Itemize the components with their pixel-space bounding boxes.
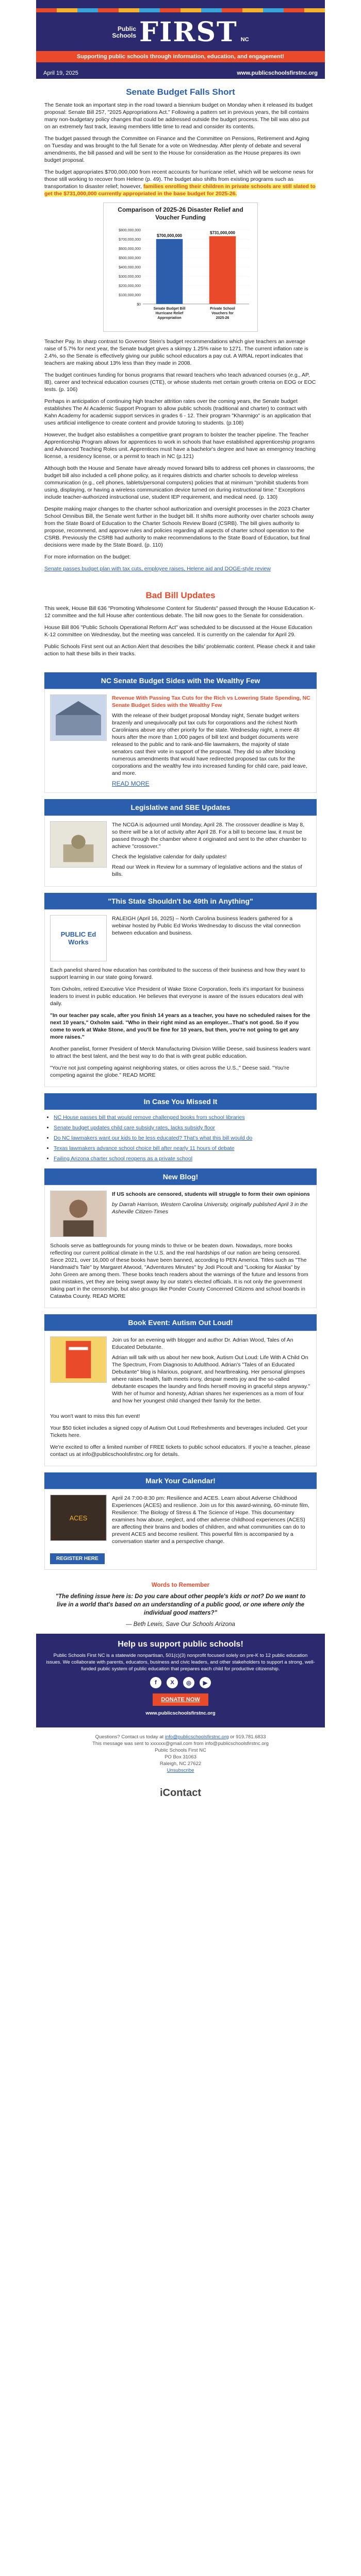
- budget-p7: Despite making major changes to the charter school authorization and oversight processes in the 2023 Charter School Omnibus Bill, the Senate went further in the budget bill. It shifts more authority over charter schools away from the State Board of Education to the Charter Schools Review Board (CSRB). The bill gives authority to propose, recommend, and approve rules and policies regarding all aspects of charter school operation to the CSRB. Previously the CSRB had authority to make recommendations to the State Board of Education, but final decisions were made by the State Board. (p. 110): [44, 506, 314, 548]
- footer-email[interactable]: info@publicschoolsfirstnc.org: [165, 1734, 229, 1740]
- blog-author-photo: [50, 1191, 107, 1237]
- masthead: [36, 0, 325, 67]
- raleigh-p3: Tom Oxholm, retired Executive Vice President of Wake Stone Corporation, feels it's important for business leaders to invest in public education. He believes that everyone is aware of the issues educators deal with daily.: [50, 986, 304, 1007]
- more-info: For more information on the budget:: [44, 554, 131, 560]
- book-band: Book Event: Autism Out Loud!: [44, 1314, 317, 1331]
- budget-link[interactable]: Senate passes budget plan with tax cuts, employee raises, Helene aid and DOGE-style review: [44, 566, 271, 572]
- bill-updates-title: Bad Bill Updates: [145, 590, 216, 600]
- budget-p3: [44, 168, 317, 197]
- bar-1: [209, 236, 236, 304]
- footer-city: Raleigh, NC 27622: [159, 1761, 202, 1767]
- bill-p2: House Bill 806 "Public Schools Operational Reform Act" was scheduled to be discussed at the House Education K-12 committee on Wednesday, but the meeting was canceled. It is currently on the calendar for April 29.: [44, 624, 313, 638]
- date-row: [36, 67, 325, 79]
- wealthy-card: [44, 689, 317, 793]
- book-p2: Adrian will talk with us about her new book, Autism Out Loud: Life With A Child On The Spectrum, From Diagnosis to Adulthood. Adrian's "Tales of an Educated Debutante" blog is hilarious, poignant, and heartbreaking. Her personal glimpses where raises health, faith meets irony, despair meets joy and the so-called debutante escapes the laundry and finds herself moving in graceful steps anyway." With her of humor and honesty, Adrian shares her experiences as a mom of four and how her youngest child changed their family for the better.: [112, 1354, 310, 1404]
- unsubscribe-link[interactable]: Unsubscribe: [167, 1768, 194, 1773]
- register-button[interactable]: REGISTER HERE: [50, 1553, 105, 1564]
- raleigh-p5: Another panelist, former President of Merck Manufacturing Division Willie Deese, said business leaders want to attract the best talent, and the best way to do that is with great public education.: [50, 1046, 310, 1059]
- youtube-icon[interactable]: ▶: [200, 1677, 211, 1688]
- raleigh-p4: "In our teacher pay scale, after you finish 14 years as a teacher, you have no scheduled raises for the next 10 years," Oxholm said. "Who in their right mind as an employer...That's not good. So if you come to work at Wake Stone, and you'll be fine for 10 years, but then, you're not going to get any more raises.": [50, 1012, 310, 1040]
- blog-headline: If US schools are censored, students will struggle to form their own opinions: [112, 1191, 310, 1197]
- footer-org: Public Schools First NC: [155, 1748, 206, 1753]
- words-author: — Beth Lewis, Save Our Schools Arizona: [126, 1621, 235, 1628]
- y-tick-label: $0: [137, 303, 141, 307]
- missed-link-3[interactable]: Texas lawmakers advance school choice bill after nearly 11 hours of debate: [54, 1145, 235, 1151]
- raleigh-card: [44, 909, 317, 1087]
- bonus-programs: The budget continues funding for bonus programs that reward teachers who teach advanced courses (e.g., AP, IB), career and technical education courses (CTE), or whose students met certain growth criteria on EOG or EOC tests. (p. 106): [44, 372, 316, 393]
- nc-budget-image: [50, 694, 107, 741]
- words-head: Words to Remember: [151, 1582, 210, 1588]
- facebook-icon[interactable]: f: [150, 1677, 161, 1688]
- blog-band: New Blog!: [44, 1168, 317, 1185]
- book-p5: We're excited to offer a limited number of FREE tickets to public school educators. If you're a teacher, please contact us at info@publicschoolsfirstnc.org for details.: [50, 1444, 310, 1458]
- words-quote: "The defining issue here is: Do you care about other people's kids or not? Do we want to live in a world that's based on an understanding of a public good, or one where only the individual good matters?": [55, 1594, 306, 1616]
- budget-p3a: The budget appropriates $700,000,000 from recent accounts for hurricane relief, which will be welcome news for those still working to recover from Helene (p. 49). The budget also shifts from existing programs such as transportation to disaster relief; however,: [44, 169, 314, 190]
- resilience-film-image: [50, 1495, 107, 1541]
- budget-p4: Perhaps in anticipation of continuing high teacher attrition rates over the coming years, the Senate budget establishes The AI Academic Support Program to allow public schools (traditional and charter) to contract with Kahn Academy for academic support services in grades 6 - 12. Their program "Khanmigo" is an application that uses artificial intelligence to create content and provide tutoring to students. (p.108): [44, 398, 311, 426]
- missed-link-0[interactable]: NC House passes bill that would remove challenged books from school libraries: [54, 1114, 245, 1121]
- brand-logo[interactable]: [36, 16, 325, 48]
- footer-box: PO Box 31063: [165, 1754, 196, 1760]
- list-item: [54, 1155, 317, 1162]
- blog-byline: by Darrah Harrison, Western Carolina University, originally published April 3 in the Asheville Citizen-Times: [112, 1201, 308, 1215]
- missed-list: [44, 1114, 317, 1162]
- help-website[interactable]: www.publicschoolsfirstnc.org: [145, 1710, 216, 1716]
- data-label-0: $700,000,000: [157, 233, 182, 238]
- raleigh-p6: "You're not just competing against neighboring states, or cities across the U.S.," Deese said. "You're competing against the globe." READ MORE: [50, 1065, 289, 1078]
- wealthy-body: With the release of their budget proposal Monday night, Senate budget writers brazenly and unequivocally put tax cuts for corporations and the richest North Carolinians above any other priority for the state. Wednesday night, a mere 48 hours after the more than 1,000 pages of bill text and budget documents were released to the public and to rank-and-file lawmakers, the majority of state senators cast their vote in support of the proposal. They did so after blocking numerous amendments that would have redirected proposed tax cuts for the corporations and the wealthy few into increased funding for child care, paid leave, and more.: [112, 713, 307, 776]
- calendar-card: [44, 1489, 317, 1570]
- budget-p1: The Senate took an important step in the road toward a biennium budget on Monday when it released its budget proposal: Senate Bill 257, "2025 Appropriations Act." Following a pattern set in previous years, the bill contains many non-budgetary policy changes that could be addressed outside the budget process. The bill was also put on an extremely fast track, leaving members little time to read and consider its contents.: [44, 102, 313, 130]
- list-item: [54, 1114, 317, 1121]
- book-card: [44, 1331, 317, 1466]
- y-tick-label: $700,000,000: [119, 238, 141, 242]
- budget-section: [36, 79, 325, 582]
- footer-or: or: [228, 1734, 236, 1740]
- public-ed-works-logo: PUBLIC Ed Works: [50, 915, 107, 961]
- book-p1: Join us for an evening with blogger and author Dr. Adrian Wood, Tales of An Educated Debutante.: [112, 1337, 293, 1350]
- book-cover: [50, 1336, 107, 1383]
- words-to-remember: [36, 1576, 325, 1634]
- footer-sent: This message was sent to xxxxxx@gmail.com from info@publicschoolsfirstnc.org: [92, 1741, 269, 1747]
- capitol-image: [50, 821, 107, 868]
- y-tick-label: $200,000,000: [119, 284, 141, 288]
- chart-svg: [107, 224, 254, 327]
- calendar-p1: April 24 7:00-8:30 pm: Resilience and ACES. Learn about Adverse Childhood Experiences (ACES) and resilience. Join us for this award-winning, 60-minute film, Resilience: The Biology of Stress & The Science of Hope. This documentary examines how abuse, neglect, and other adverse childhood experiences (ACES) are affecting their brains and bodies of children, and what communities can do to prevent ACES and become resilient. This powerful film is accompanied by a conversation starter and a perspective change.: [112, 1495, 309, 1545]
- instagram-icon[interactable]: ◎: [183, 1677, 194, 1688]
- budget-p5: However, the budget also establishes a competitive grant program to bolster the teacher pipeline. The Teacher Apprenticeship Program allows for apprentices to work in schools that have established apprenticeship programs and Advanced Teaching Roles unit. Apprentices must have a bachelor's degree and have an emergency teaching license, a residency license, or a permit to teach in NC (p.121): [44, 432, 316, 460]
- category-label-0: Hurricane Relief: [155, 312, 184, 315]
- y-tick-label: $100,000,000: [119, 294, 141, 297]
- email-content: [36, 0, 325, 1809]
- missed-link-2[interactable]: Do NC lawmakers want our kids to be less educated? That's what this bill would do: [54, 1135, 253, 1141]
- list-item: [54, 1124, 317, 1131]
- legislative-card: [44, 816, 317, 887]
- x-twitter-icon[interactable]: X: [167, 1677, 178, 1688]
- help-body: Public Schools First NC is a statewide nonpartisan, 501(c)(3) nonprofit focused solely on pre-K to 12 public education issues. We collaborate with parents, educators, business and civic leaders, and other stakeholders to support a strong, well-funded public system of public education that prepares each child for productive citizenship.: [46, 1653, 315, 1672]
- donate-button[interactable]: DONATE NOW: [153, 1693, 208, 1706]
- missed-band: In Case You Missed It: [44, 1093, 317, 1110]
- y-tick-label: $300,000,000: [119, 275, 141, 279]
- raleigh-p1: RALEIGH (April 16, 2025) – North Carolina business leaders gathered for a webinar hosted by Public Ed Works Wednesday to discuss the vital connection between education and business.: [112, 916, 301, 936]
- footer-questions: Questions? Contact us today at: [95, 1734, 165, 1740]
- wealthy-band: NC Senate Budget Sides with the Wealthy Few: [44, 672, 317, 689]
- bill-p3: Public Schools First sent out an Action Alert that describes the bills' problematic content. Please check it and take action to halt these bills in their tracks.: [44, 643, 316, 657]
- legislative-p3: Read our Week in Review for a summary of legislative actions and the status of bills.: [112, 864, 302, 877]
- brand-top: Public: [118, 25, 137, 32]
- svg-text:ACES: ACES: [69, 1514, 88, 1522]
- category-label-0: Appropriation: [157, 316, 182, 320]
- brand-small: [112, 26, 136, 39]
- funding-chart: [103, 202, 258, 332]
- website-link[interactable]: www.publicschoolsfirstnc.org: [237, 70, 318, 76]
- bar-0: [156, 239, 183, 304]
- budget-title: Senate Budget Falls Short: [126, 87, 235, 97]
- budget-p2: The budget passed through the Committee on Finance and the Committee on Pensions, Retirement and Aging on Tuesday and was brought to the full Senate for a vote on Wednesday. After plenty of debate and several amendments, the bill passed and will be sent to the House for consideration as the House prepares its own budget proposal.: [44, 135, 309, 163]
- y-tick-label: $400,000,000: [119, 266, 141, 269]
- decorative-ribbon: [36, 8, 325, 12]
- icontact-logo[interactable]: iContact: [160, 1787, 201, 1799]
- brand-big: FIRST: [139, 16, 238, 48]
- help-section: [36, 1634, 325, 1727]
- list-item: [54, 1134, 317, 1142]
- budget-p6: Although both the House and Senate have already moved forward bills to address cell phones in classrooms, the budget bill also included a cell phone policy, as it requires districts and charter schools to develop wireless communication (e.g., cell phones, tablets/personal computers) policies that at minimum "prohibit students from using, displaying, or having a wireless communication device turned on during instructional time." Exceptions include teacher-authorized instructional use, student IEP requirement, and medical need. (p. 130): [44, 465, 315, 500]
- legislative-p2: Check the legislative calendar for daily updates!: [112, 854, 227, 860]
- category-label-1: 2025-26: [216, 316, 229, 320]
- social-icons: [45, 1677, 316, 1688]
- tagline: Supporting public schools through information, education, and engagement!: [36, 51, 325, 62]
- blog-body: Schools serve as battlegrounds for young minds to thrive or be beaten down. Nowadays, more books reflecting our current political climate in the U.S. and the real hardships of our nation are being censored. Since 2021, over 16,000 of these books have been banned, according to PEN America. Titles such as "The Handmaid's Tale" by Margaret Atwood, "Adventures Minutes" by Jodi Picoult and "Looking for Alaska" by John Green are among them. These books teach readers about the warnings of the future and lessons from past mistakes, yet they are being swept away by our state's elected officials. It is not only the government taking part in the censorship, but also groups like Ponder County Concerned Citizens and school boards in Catawba County. READ MORE: [50, 1243, 308, 1299]
- category-label-1: Vouchers for: [211, 312, 234, 315]
- chart-title: Comparison of 2025-26 Disaster Relief and Voucher Funding: [118, 206, 243, 221]
- wealthy-headline: Revenue With Passing Tax Cuts for the Rich vs Lowering State Spending, NC Senate Budget Sides with the Wealthy Few: [112, 695, 310, 708]
- budget-p3b: families enrolling their children in private schools are still slated to get the $731,000,000 currently appropriated in the base budget for 2025-26.: [44, 183, 316, 197]
- blog-card: [44, 1185, 317, 1308]
- raleigh-band: "This State Shouldn't be 49th in Anything": [44, 893, 317, 909]
- brand-bottom: Schools: [112, 31, 137, 39]
- footer-phone: 919.781.6833: [236, 1734, 266, 1740]
- issue-date: April 19, 2025: [43, 70, 78, 76]
- footer: [36, 1727, 325, 1780]
- missed-link-4[interactable]: Failing Arizona charter school reopens as a private school: [54, 1156, 193, 1162]
- teacher-pay: Teacher Pay. In sharp contrast to Governor Stein's budget recommendations which give teachers an average raise of 5.7% for next year, the Senate budget gives a skimpy 1.25% raise to 1271. The current inflation rate is 2.4%, so the Senate is effectively giving our public school educators a pay cut. A WRAL report indicates that teachers are making about 13% less than they made in 2008.: [44, 338, 308, 366]
- legislative-p1: The NCGA is adjourned until Monday, April 28. The crossover deadline is May 8, so there will be a lot of activity after April 28. For a bill to become law, it must be passed through the chamber where it originated and sent to the other chamber to achieve "crossover.": [112, 822, 307, 850]
- category-label-1: Private School: [210, 307, 235, 311]
- missed-link-1[interactable]: Senate budget updates child care subsidy rates, lacks subsidy floor: [54, 1125, 215, 1131]
- calendar-band: Mark Your Calendar!: [44, 1472, 317, 1489]
- list-item: [54, 1145, 317, 1152]
- book-p4: Your $50 ticket includes a signed copy of Autism Out Loud Refreshments and beverages included. Get your Tickets here.: [50, 1425, 308, 1438]
- category-label-0: Senate Budget Bill: [153, 307, 186, 311]
- wealthy-read-more[interactable]: READ MORE: [112, 780, 150, 787]
- brand-state: NC: [240, 37, 249, 43]
- y-tick-label: $500,000,000: [119, 257, 141, 260]
- y-tick-label: $600,000,000: [119, 247, 141, 251]
- legislative-band: Legislative and SBE Updates: [44, 799, 317, 816]
- y-tick-label: $800,000,000: [119, 229, 141, 232]
- data-label-1: $731,000,000: [210, 230, 235, 235]
- bill-updates-section: [36, 582, 325, 667]
- help-title: Help us support public schools!: [118, 1640, 243, 1649]
- raleigh-p2: Each panelist shared how education has contributed to the success of their business and how they want to support learning in our state going forward.: [50, 967, 305, 980]
- footer-contact: [36, 1734, 325, 1740]
- book-p3: You won't want to miss this fun event!: [50, 1413, 140, 1419]
- bill-p1: This week, House Bill 636 "Promoting Wholesome Content for Students" passed through the House Education K-12 committee and the full House after contentious debate. The bill now goes to the Senate for consideration.: [44, 605, 316, 619]
